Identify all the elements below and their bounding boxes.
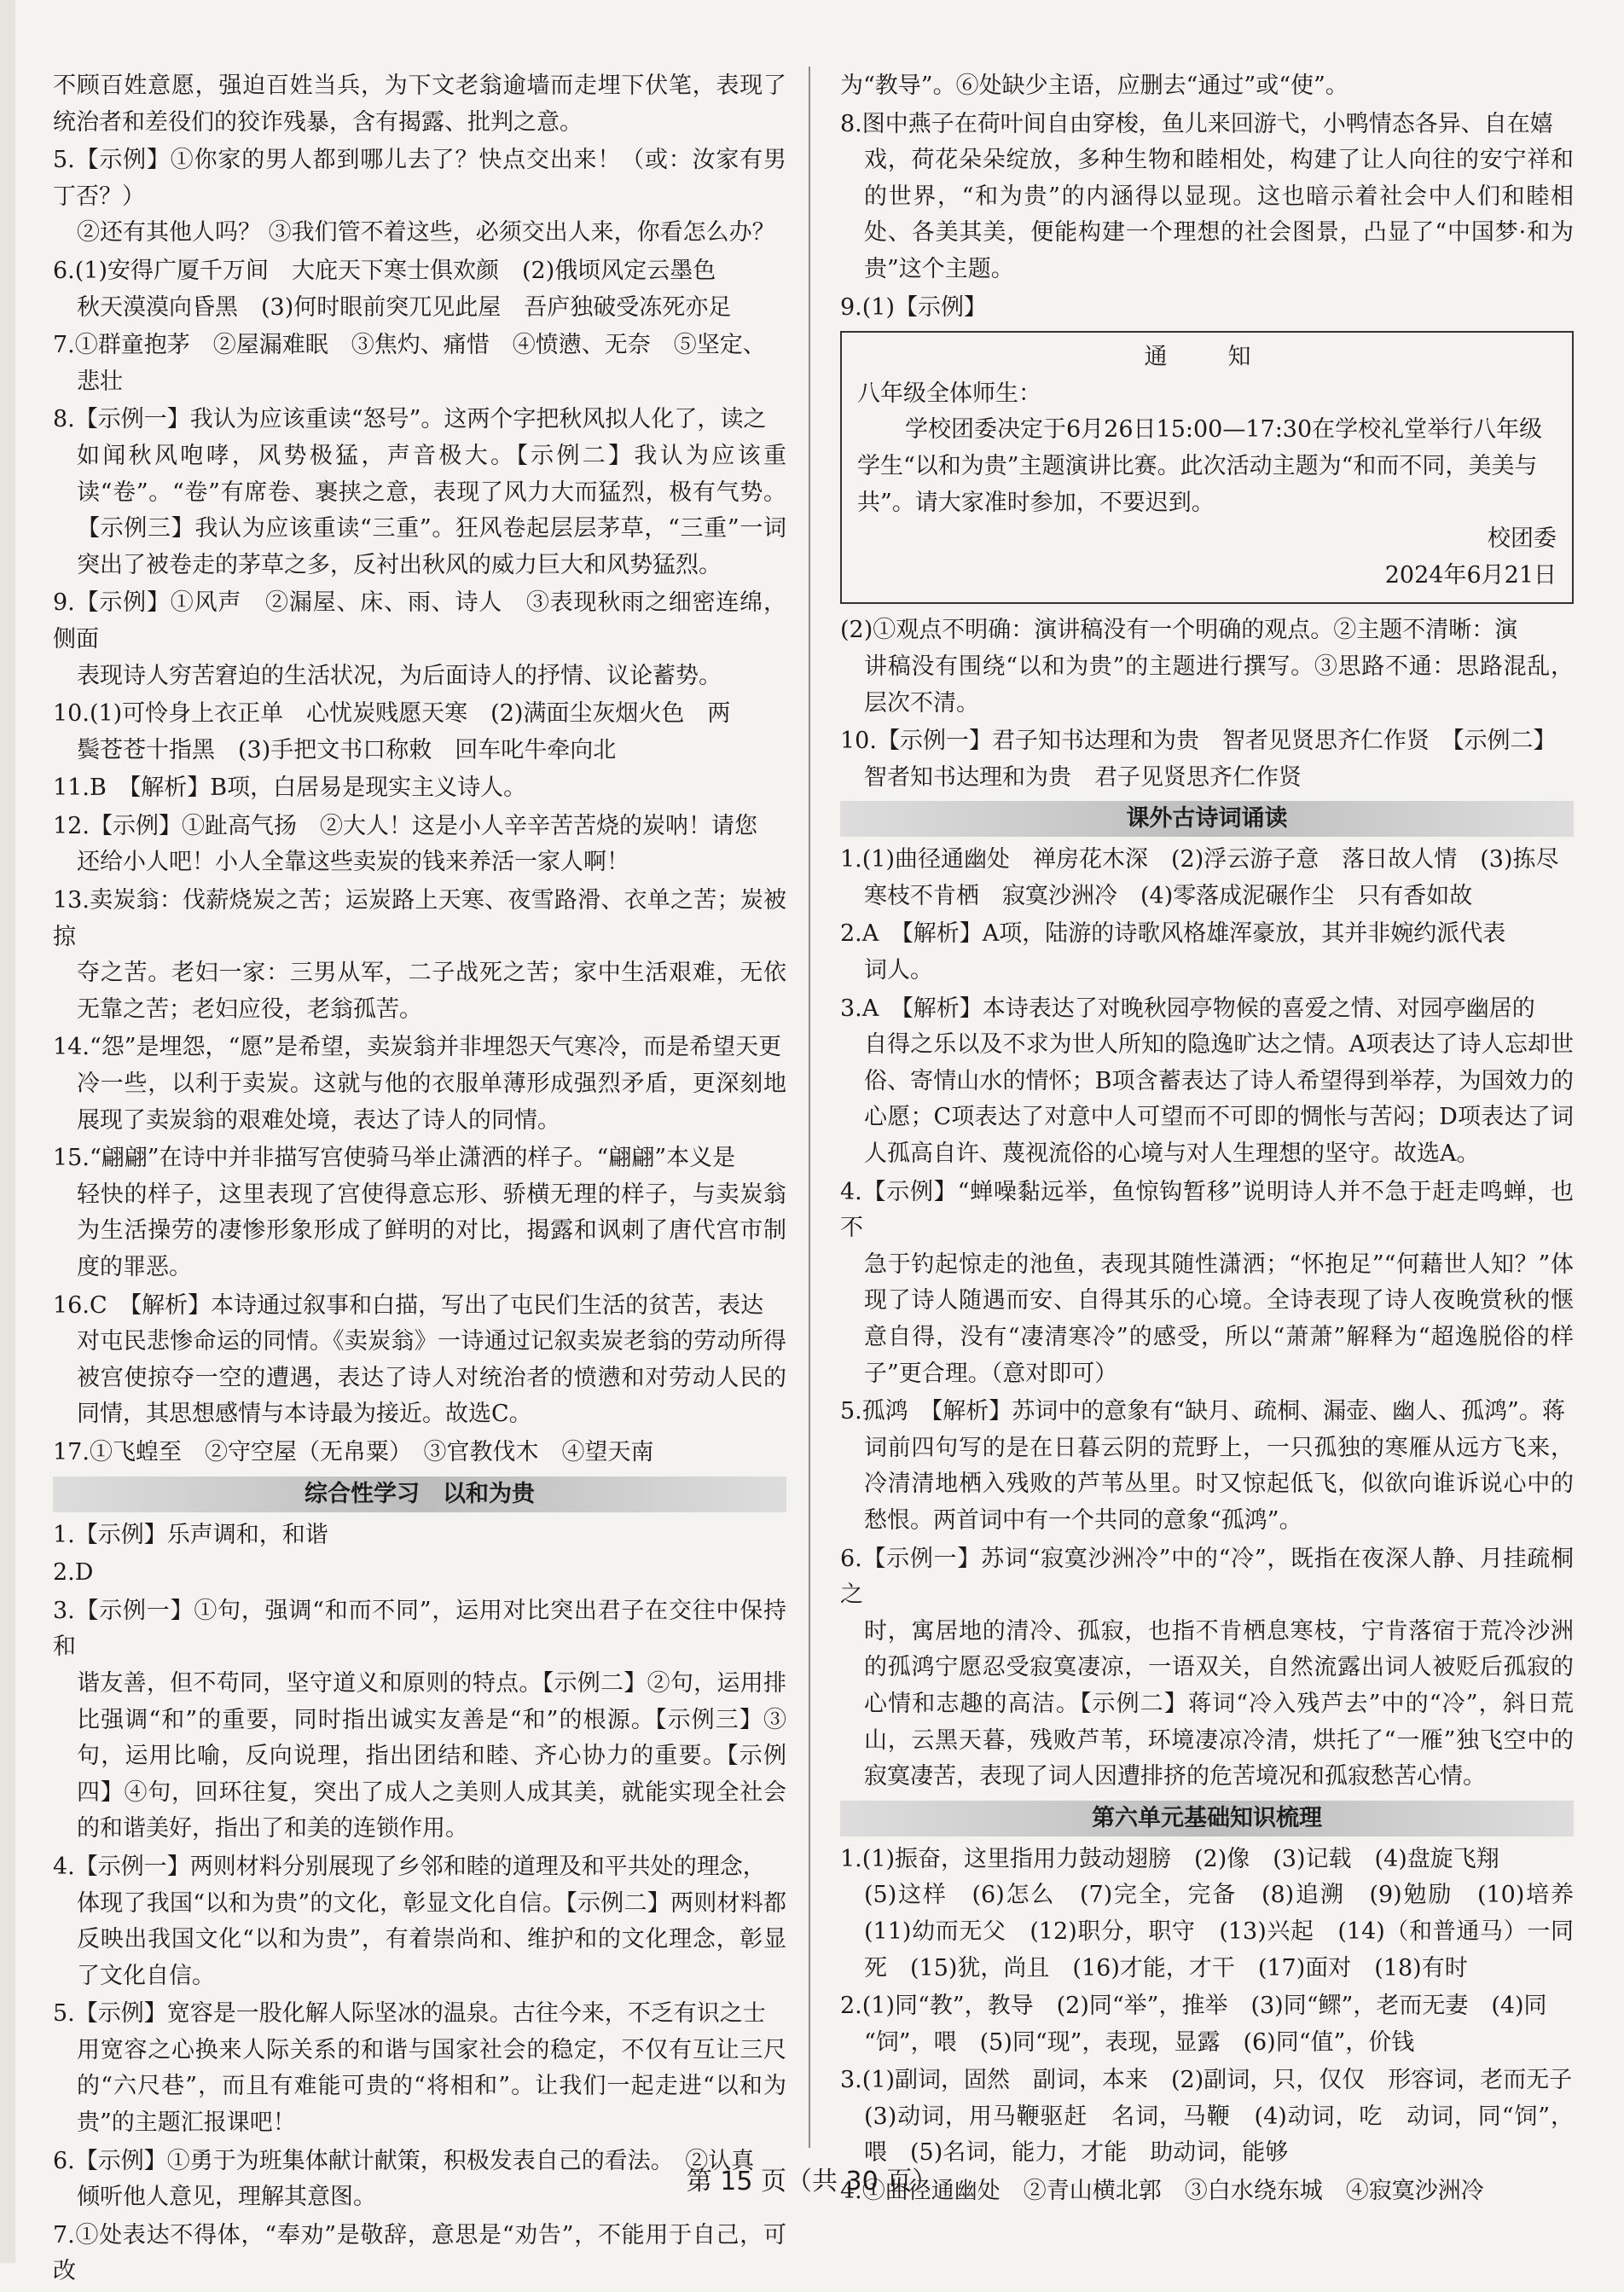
answer-continuation: 冷一些，以利于卖炭。这就与他的衣服单薄形成强烈矛盾，更深刻地展现了卖炭翁的艰难处境，表达了诗人的同情。 xyxy=(77,1071,786,1134)
answer-first-line: (2)①观点不明确：演讲稿没有一个明确的观点。②主题不清晰：演 xyxy=(840,617,1518,644)
section-title-kewai: 课外古诗词诵读 xyxy=(840,801,1574,837)
answer-first-line: 10.【示例一】君子知书达理和为贵 智者见贤思齐仁作贤 【示例二】 xyxy=(840,728,1557,755)
answer-first-line: 1.(1)曲径通幽处 禅房花木深 (2)浮云游子意 落日故人情 (3)拣尽 xyxy=(840,846,1559,873)
answer-item xyxy=(53,1030,786,1139)
answer-first-line: 5.【示例】宽容是一股化解人际坚冰的温泉。古往今来，不乏有识之士 xyxy=(53,2000,766,2028)
answer-first-line: 8.图中燕子在荷叶间自由穿梭，鱼儿来回游弋，小鸭情态各异、自在嬉 xyxy=(840,110,1553,137)
right-answer-list-4 xyxy=(840,1842,1597,2210)
answer-item xyxy=(53,696,786,769)
right-column xyxy=(840,68,1597,2212)
answer-first-line: 9.【示例】①风声 ②漏屋、床、雨、诗人 ③表现秋雨之细密连绵，侧面 xyxy=(53,589,786,653)
answer-first-line: 6.(1)安得广厦千万间 大庇天下寒士俱欢颜 (2)俄顷风定云墨色 xyxy=(53,257,716,284)
answer-item xyxy=(53,1140,786,1285)
notice-signer: 校团委 xyxy=(1488,525,1557,553)
answer-continuation: 鬓苍苍十指黑 (3)手把文书口称敕 回车叱牛牵向北 xyxy=(77,736,617,763)
answer-item xyxy=(53,253,786,326)
answer-item xyxy=(840,1988,1574,2061)
answer-continuation: 秋天漠漠向昏黑 (3)何时眼前突兀见此屋 吾庐独破受冻死亦足 xyxy=(77,293,732,321)
left-column xyxy=(53,68,786,2292)
answer-item xyxy=(53,809,786,881)
notice-box xyxy=(840,331,1574,604)
section-title-unit6: 第六单元基础知识梳理 xyxy=(840,1801,1574,1837)
answer-first-line: 10.(1)可怜身上衣正单 心忧炭贱愿天寒 (2)满面尘灰烟火色 两 xyxy=(53,700,731,728)
answer-continuation: 如闻秋风咆哮，风势极猛，声音极大。【示例二】我认为应该重读“卷”。“卷”有席卷、裹挟之意，表现了风力大而猛烈，极有气势。【示例三】我认为应该重读“三重”。狂风卷起层层茅草，“三重”一词突出了被卷走的茅草之多，反衬出秋风的威力巨大和风势猛烈。 xyxy=(77,442,786,578)
answer-item xyxy=(53,585,786,694)
answer-continuation: 体现了我国“以和为贵”的文化，彰显文化自信。【示例二】两则材料都反映出我国文化“以和为贵”，有着崇尚和、维护和的文化理念，彰显了文化自信。 xyxy=(77,1889,786,1989)
answer-continuation: 自得之乐以及不求为世人所知的隐逸旷达之情。A项表达了诗人忘却世俗、寄情山水的情怀；B项含蓄表达了诗人希望得到举荐，为国效力的心愿；C项表达了对意中人可望而不可即的惆怅与苦闷；D项表达了词人孤高自许、蔑视流俗的心境与对人生理想的坚守。故选A。 xyxy=(864,1031,1574,1168)
answer-first-line: 2.A 【解析】A项，陆游的诗歌风格雄浑豪放，其并非婉约派代表 xyxy=(840,920,1506,948)
answer-item xyxy=(53,1996,786,2141)
notice-body: 学校团委决定于6月26日15:00—17:30在学校礼堂举行八年级学生“以和为贵”主题演讲比赛。此次活动主题为“和而不同，美美与共”。请大家准时参加，不要迟到。 xyxy=(857,416,1543,516)
right-answer-list-3 xyxy=(840,842,1574,1795)
answer-item xyxy=(53,1849,786,1994)
answer-continuation: 讲稿没有围绕“以和为贵”的主题进行撰写。③思路不通：思路混乱，层次不清。 xyxy=(864,653,1574,717)
answer-first-line: 2.D xyxy=(53,1559,94,1587)
answer-first-line: 4.【示例】“蝉噪黏远举，鱼惊钩暂移”说明诗人并不急于赶走鸣蝉，也不 xyxy=(840,1178,1574,1242)
answer-first-line: 11.B 【解析】B项，白居易是现实主义诗人。 xyxy=(53,775,527,802)
answer-item xyxy=(840,1842,1597,1987)
answer-first-line: 3.(1)副词，固然 副词，本来 (2)副词，只，仅仅 形容词，老而无子 xyxy=(840,2067,1573,2094)
answer-item xyxy=(53,1517,786,1554)
answer-first-line: 13.卖炭翁：伐薪烧炭之苦；运炭路上天寒、夜雪路滑、衣单之苦；炭被掠 xyxy=(53,887,786,950)
answer-continuation: 表现诗人穷苦窘迫的生活状况，为后面诗人的抒情、议论蓄势。 xyxy=(77,662,722,689)
answer-item xyxy=(53,142,786,252)
right-answer-list-2 xyxy=(840,612,1574,796)
answer-continuation: “饲”，喂 (5)同“现”，表现，显露 (6)同“值”，价钱 xyxy=(864,2028,1415,2056)
answer-continuation: 用宽容之心换来人际关系的和谐与国家社会的稳定，不仅有互让三尺的“六尺巷”，而且有难能可贵的“将相和”。让我们一起走进“以和为贵”的主题汇报课吧！ xyxy=(77,2036,786,2137)
answer-item xyxy=(840,107,1574,288)
answer-continuation: (5)这样 (6)怎么 (7)完全，完备 (8)追溯 (9)勉励 (10)培养 (11)幼而无父 (12)职分，职守 (13)兴起 (14)（和普通马）一同死 (15)犹，尚且 (16)才能，才干 (17)面对 (18)有时 xyxy=(864,1882,1597,1982)
answer-continuation: ②还有其他人吗？ ③我们管不着这些，必须交出人来，你看怎么办？ xyxy=(77,219,775,247)
answer-continuation: 对屯民悲惨命运的同情。《卖炭翁》一诗通过记叙卖炭老翁的劳动所得被宫使掠夺一空的遭遇，表达了诗人对统治者的愤懑和对劳动人民的同情，其思想感情与本诗最为接近。故选C。 xyxy=(77,1328,786,1428)
answer-item xyxy=(53,328,786,400)
answer-continuation: 词前四句写的是在日暮云阴的荒野上，一只孤独的寒雁从远方飞来，冷清清地栖入残败的芦苇丛里。时又惊起低飞，似欲向谁诉说心中的愁恨。两首词中有一个共同的意象“孤鸿”。 xyxy=(864,1434,1574,1534)
answer-first-line: 9.(1)【示例】 xyxy=(840,293,988,321)
answer-first-line: 5.【示例】①你家的男人都到哪儿去了？快点交出来！（或：汝家有男丁否？） xyxy=(53,147,786,210)
page-edge-shadow xyxy=(0,0,15,2263)
answer-continuation: 戏，荷花朵朵绽放，多种生物和睦相处，构建了让人向往的安宁祥和的世界，“和为贵”的内涵得以显现。这也暗示着社会中人们和睦相处、各美其美，便能构建一个理想的社会图景，凸显了“中国梦·和为贵”这个主题。 xyxy=(864,147,1574,282)
answer-continuation: (3)动词，用马鞭驱赶 名词，马鞭 (4)动词，吃 动词，同“饲”，喂 (5)名词，能力，才能 助动词，能够 xyxy=(864,2103,1574,2167)
answer-continuation: 寒枝不肯栖 寂寞沙洲冷 (4)零落成泥碾作尘 只有香如故 xyxy=(864,882,1473,909)
answer-first-line: 12.【示例】①趾高气扬 ②大人！这是小人辛辛苦苦烧的炭呐！请您 xyxy=(53,812,757,839)
answer-first-line: 17.①飞蝗至 ②守空屋（无帛粟） ③官教伐木 ④望天南 xyxy=(53,1438,654,1465)
answer-continuation: 悲壮 xyxy=(77,368,123,395)
answer-item xyxy=(840,290,1574,327)
right-answer-list-1 xyxy=(840,68,1574,326)
answer-first-line: 1.(1)振奋，这里指用力鼓动翅膀 (2)像 (3)记载 (4)盘旋飞翔 xyxy=(840,1845,1499,1872)
answer-continuation: 时，寓居地的清冷、孤寂，也指不肯栖息寒枝，宁肯落宿于荒冷沙洲的孤鸿宁愿忍受寂寞凄凉，一语双关，自然流露出词人被贬后孤寂的心情和志趣的高洁。【示例二】蒋词“冷入残芦去”中的“冷”，斜日荒山，云黑天暮，残败芦苇，环境凄凉冷清，烘托了“一雁”独飞空中的寂寞凄苦，表现了词人因遭排挤的危苦境况和孤寂愁苦心情。 xyxy=(864,1617,1574,1790)
answer-continuation: 不顾百姓意愿，强迫百姓当兵，为下文老翁逾墙而走埋下伏笔，表现了统治者和差役们的狡诈残暴，含有揭露、批判之意。 xyxy=(53,73,786,136)
answer-item xyxy=(53,68,786,141)
answer-first-line: 15.“翩翩”在诗中并非描写宫使骑马举止潇洒的样子。“翩翩”本义是 xyxy=(53,1145,736,1172)
answer-item xyxy=(840,723,1574,796)
left-answer-list-1 xyxy=(53,68,786,1471)
answer-first-line: 6.【示例】①勇于为班集体献计献策，积极发表自己的看法。 ②认真 xyxy=(53,2147,755,2174)
answer-first-line: 3.【示例一】①句，强调“和而不同”，运用对比突出君子在交往中保持和 xyxy=(53,1597,786,1661)
answer-first-line: 2.(1)同“教”，教导 (2)同“举”，推举 (3)同“鳏”，老而无妻 (4)同 xyxy=(840,1993,1547,2020)
answer-continuation: 倾听他人意见，理解其意图。 xyxy=(77,2184,376,2211)
answer-item xyxy=(53,1288,786,1433)
answer-first-line: 5.孤鸿 【解析】苏词中的意象有“缺月、疏桐、漏壶、幽人、孤鸿”。蒋 xyxy=(840,1398,1565,1425)
answer-continuation: 谐友善，但不苟同，坚守道义和原则的特点。【示例二】②句，运用排比强调“和”的重要，同时指出诚实友善是“和”的根源。【示例三】③句，运用比喻，反向说理，指出团结和睦、齐心协力的重要。【示例四】④句，回环往复，突出了成人之美则人成其美，就能实现全社会的和谐美好，指出了和美的连锁作用。 xyxy=(77,1669,786,1842)
answer-first-line: 4.①曲径通幽处 ②青山横北郭 ③白水绕东城 ④寂寞沙洲冷 xyxy=(840,2178,1484,2205)
answer-first-line: 16.C 【解析】本诗通过叙事和白描，写出了屯民们生活的贫苦，表达 xyxy=(53,1291,764,1319)
answer-item xyxy=(840,2063,1574,2172)
answer-item xyxy=(53,1555,786,1592)
answer-item xyxy=(53,1435,786,1471)
answer-item xyxy=(840,68,1574,105)
notice-date: 2024年6月21日 xyxy=(1384,561,1557,589)
answer-continuation: 夺之苦。老妇一家：三男从军，二子战死之苦；家中生活艰难，无依无靠之苦；老妇应役，老翁孤苦。 xyxy=(77,960,786,1023)
answer-continuation: 为“教导”。⑥处缺少主语，应删去“通过”或“使”。 xyxy=(840,73,1348,99)
answer-first-line: 7.①处表达不得体，“奉劝”是敬辞，意思是“劝告”，不能用于自己，可改 xyxy=(53,2221,786,2285)
answer-first-line: 14.“怨”是埋怨，“愿”是希望，卖炭翁并非埋怨天气寒冷，而是希望天更 xyxy=(53,1034,782,1061)
answer-item xyxy=(840,991,1574,1173)
answer-item xyxy=(840,1541,1574,1796)
answer-first-line: 8.【示例一】我认为应该重读“怒号”。这两个字把秋风拟人化了，读之 xyxy=(53,406,767,433)
page-footer: 第 15 页（共 30 页） xyxy=(686,2167,938,2196)
answer-item xyxy=(53,883,786,1028)
answer-item xyxy=(53,402,786,583)
answer-continuation: 智者知书达理和为贵 君子见贤思齐仁作贤 xyxy=(864,763,1302,791)
answer-first-line: 4.【示例一】两则材料分别展现了乡邻和睦的道理及和平共处的理念， xyxy=(53,1853,766,1880)
answer-item xyxy=(53,1593,786,1848)
answer-item xyxy=(840,842,1574,914)
column-divider xyxy=(809,67,810,2148)
answer-item xyxy=(840,612,1574,722)
answer-first-line: 3.A 【解析】本诗表达了对晚秋园亭物候的喜爱之情、对园亭幽居的 xyxy=(840,995,1535,1022)
answer-item xyxy=(840,916,1574,989)
notice-title: 通 知 xyxy=(1144,344,1270,371)
answer-item xyxy=(53,2218,786,2290)
answer-first-line: 7.①群童抱茅 ②屋漏难眠 ③焦灼、痛惜 ④愤懑、无奈 ⑤坚定、 xyxy=(53,332,766,359)
answer-item xyxy=(840,1394,1574,1539)
answer-item xyxy=(53,770,786,807)
answer-first-line: 6.【示例一】苏词“寂寞沙洲冷”中的“冷”，既指在夜深人静、月挂疏桐之 xyxy=(840,1545,1574,1609)
answer-first-line: 1.【示例】乐声调和，和谐 xyxy=(53,1521,328,1548)
section-title-zonghe: 综合性学习 以和为贵 xyxy=(53,1477,786,1512)
answer-continuation: 轻快的样子，这里表现了宫使得意忘形、骄横无理的样子，与卖炭翁为生活操劳的凄惨形象形成了鲜明的对比，揭露和讽刺了唐代宫市制度的罪恶。 xyxy=(77,1181,786,1280)
answer-continuation: 还给小人吧！小人全靠这些卖炭的钱来养活一家人啊！ xyxy=(77,849,629,876)
answer-continuation: 词人。 xyxy=(864,957,933,984)
notice-salutation: 八年级全体师生： xyxy=(857,380,1041,407)
answer-continuation: 急于钓起惊走的池鱼，表现其随性潇洒；“怀抱足”“何藉世人知？”体现了诗人随遇而安、自得其乐的心境。全诗表现了诗人夜晚赏秋的惬意自得，没有“凄清寒冷”的感受，所以“萧萧”解释为“超逸脱俗的样子”更合理。（意对即可） xyxy=(864,1250,1574,1387)
answer-item xyxy=(840,1175,1574,1393)
